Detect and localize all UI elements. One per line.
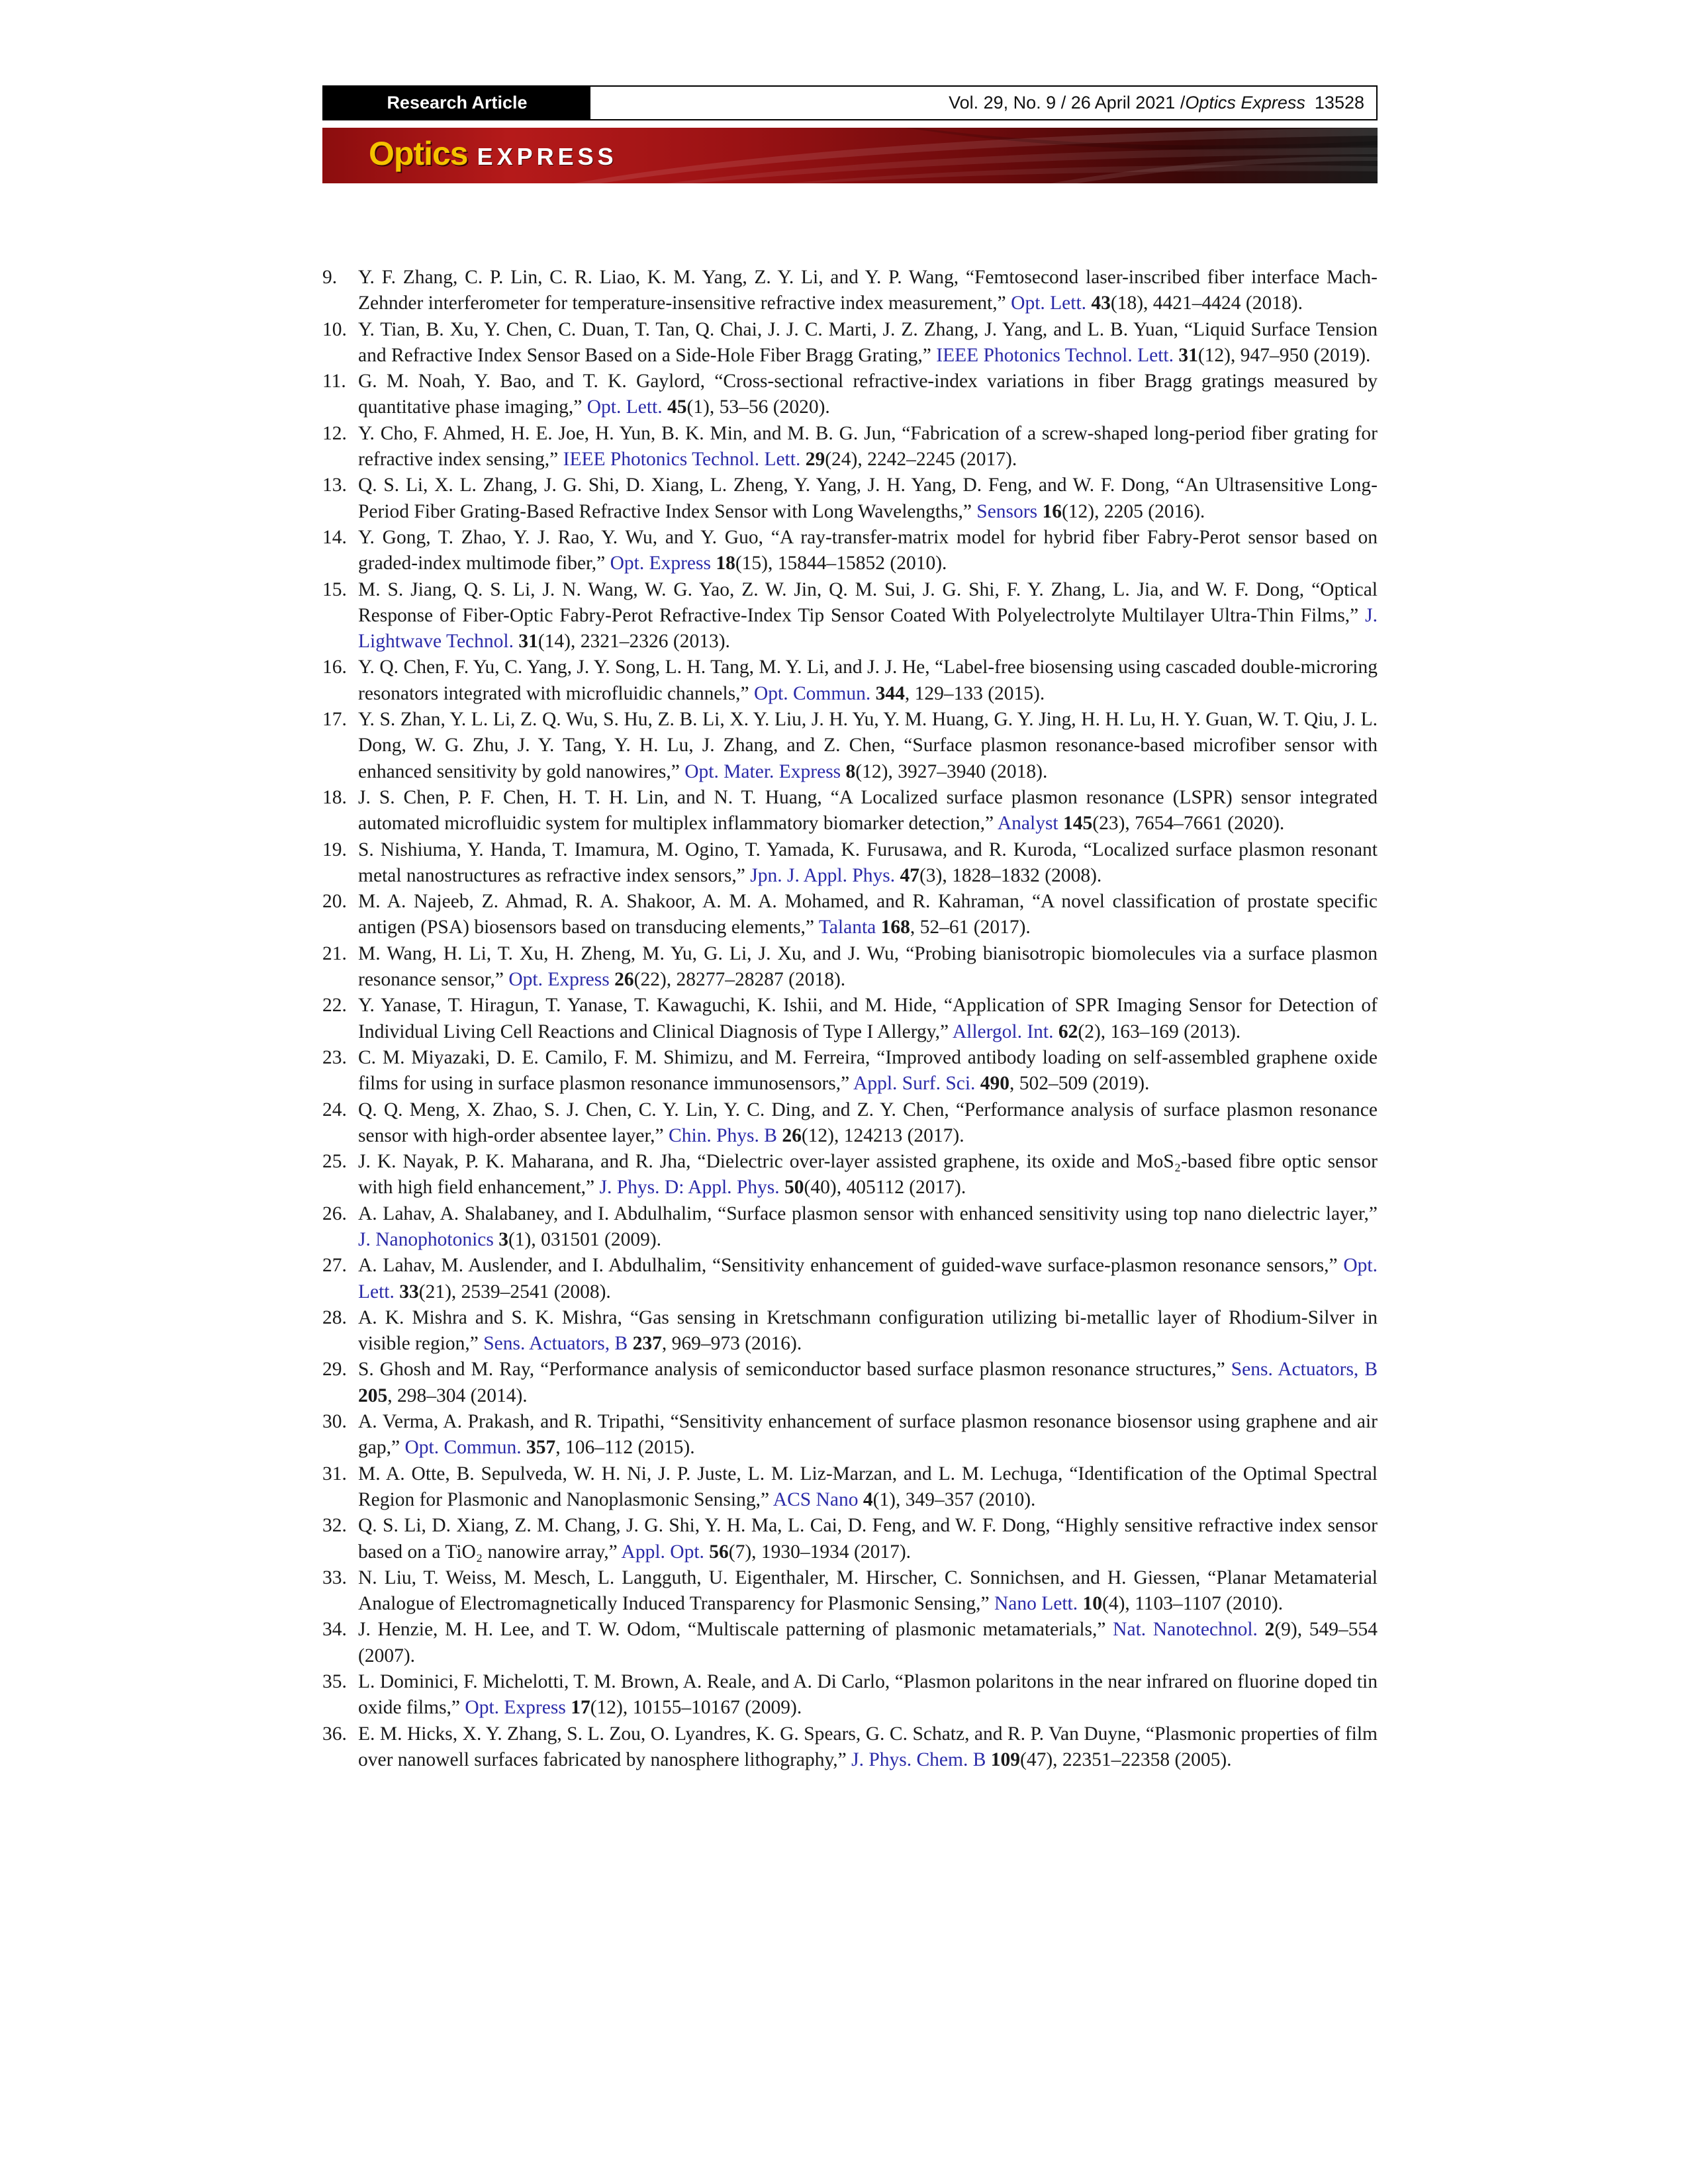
reference-journal-link[interactable]: Analyst [997,813,1058,835]
reference-authors-title: N. Liu, T. Weiss, M. Mesch, L. Langguth, U. Eigenthaler, M. Hirscher, C. Sonnichsen, and H. Giessen, “Planar Metamaterial Analogue of Electromagnetically Induced Transparency for Plasmonic Sensing,” [358,1567,1378,1615]
reference-pages-year: , 502–509 (2019). [1009,1073,1150,1095]
reference-number: 19. [322,839,347,860]
reference-text [358,317,1378,369]
reference-volume: 4 [863,1488,873,1510]
reference-volume: 47 [900,864,919,886]
reference-pages-year: , 129–133 (2015). [904,682,1045,704]
reference-volume: 50 [784,1177,804,1199]
reference-item [322,837,1378,889]
reference-pages-year: (14), 2321–2326 (2013). [538,631,730,653]
reference-text [358,577,1378,655]
reference-journal-link[interactable]: Sens. Actuators, B [483,1333,628,1355]
reference-journal-link[interactable]: Jpn. J. Appl. Phys. [750,864,896,886]
reference-journal-link[interactable]: Opt. Lett. [1011,293,1087,314]
reference-authors-title: Y. F. Zhang, C. P. Lin, C. R. Liao, K. M. Yang, Z. Y. Li, and Y. P. Wang, “Femtosecond laser-inscribed fiber interface Mach-Zehnder interferometer for temperature-insensitive refractive index measurement,” [358,267,1378,314]
journal-banner [322,128,1378,183]
reference-volume: 31 [1178,344,1198,366]
reference-volume: 26 [614,969,634,991]
reference-pages-year: (7), 1930–1934 (2017). [728,1541,912,1563]
reference-item [322,265,1378,317]
reference-number: 12. [322,422,347,444]
reference-journal-link[interactable]: Chin. Phys. B [669,1124,777,1146]
reference-volume: 3 [498,1228,508,1250]
reference-pages-year: , 52–61 (2017). [910,917,1031,938]
reference-journal-link[interactable]: J. Nanophotonics [358,1228,494,1250]
reference-volume: 344 [875,682,905,704]
reference-pages-year: (22), 28277–28287 (2018). [633,969,846,991]
reference-authors-title: Q. S. Li, X. L. Zhang, J. G. Shi, D. Xiang, L. Zheng, Y. Yang, J. H. Yang, D. Feng, and W. F. Dong, “An Ultrasensitive Long-Period Fiber Grating-Based Refractive Index Sensor with Long Wavelengths,” [358,475,1378,522]
reference-volume: 237 [632,1333,662,1355]
reference-item [322,1097,1378,1150]
citation-journal: Optics Express [1185,93,1305,113]
reference-volume: 56 [709,1541,729,1563]
reference-number: 17. [322,709,347,731]
page-number: 13528 [1314,93,1364,113]
reference-pages-year: (23), 7654–7661 (2020). [1092,813,1285,835]
reference-authors-title: G. M. Noah, Y. Bao, and T. K. Gaylord, “Cross-sectional refractive-index variations in fiber Bragg gratings measured by quantitative phase imaging,” [358,371,1378,418]
journal-logo [369,134,618,177]
reference-item [322,993,1378,1045]
reference-list [322,265,1378,1773]
reference-pages-year: (18), 4421–4424 (2018). [1110,293,1303,314]
reference-pages-year: , 106–112 (2015). [555,1437,695,1459]
reference-volume: 8 [845,760,856,782]
reference-number: 10. [322,318,347,340]
reference-pages-year: (1), 031501 (2009). [508,1228,662,1250]
reference-journal-link[interactable]: IEEE Photonics Technol. Lett. [936,344,1174,366]
reference-journal-link[interactable]: Nano Lett. [994,1593,1078,1615]
reference-journal-link[interactable]: Opt. Express [508,969,610,991]
reference-item [322,889,1378,941]
reference-number: 30. [322,1411,347,1433]
reference-authors-title: M. Wang, H. Li, T. Xu, H. Zheng, M. Yu, G. Li, J. Xu, and J. Wu, “Probing bianisotropic biomolecules via a surface plasmon resonance sensor,” [358,942,1378,991]
reference-item [322,1513,1378,1565]
reference-volume: 145 [1063,813,1093,835]
reference-volume: 18 [716,553,735,574]
reference-journal-link[interactable]: Opt. Commun. [754,682,871,704]
reference-journal-link[interactable]: Opt. Commun. [404,1437,522,1459]
reference-item [322,707,1378,785]
reference-volume: 16 [1042,500,1062,522]
reference-item [322,1357,1378,1409]
reference-text [358,369,1378,421]
reference-number: 31. [322,1463,347,1484]
reference-journal-link[interactable]: Opt. Express [610,553,711,574]
reference-authors-title: L. Dominici, F. Michelotti, T. M. Brown, A. Reale, and A. Di Carlo, “Plasmon polaritons in the near infrared on fluorine doped tin oxide films,” [358,1671,1378,1719]
reference-item [322,1201,1378,1253]
reference-authors-title: Y. Yanase, T. Hiragun, T. Yanase, T. Kawaguchi, K. Ishii, and M. Hide, “Application of SPR Imaging Sensor for Detection of Individual Living Cell Reactions and Clinical Diagnosis of Type I Allergy,” [358,995,1378,1042]
reference-pages-year: (2), 163–169 (2013). [1078,1021,1241,1042]
reference-journal-link[interactable]: J. Lightwave Technol. [358,604,1378,653]
reference-text [358,1045,1378,1097]
reference-journal-link[interactable]: Opt. Lett. [586,396,663,418]
reference-journal-link[interactable]: ACS Nano [773,1488,859,1510]
article-type-label: Research Article [324,87,590,119]
reference-item [322,317,1378,369]
reference-number: 14. [322,526,347,548]
reference-authors-title: J. S. Chen, P. F. Chen, H. T. H. Lin, and N. T. Huang, “A Localized surface plasmon resonance (LSPR) sensor integrated automated microfluidic system for multiplex inflammatory biomarker detection,” [358,786,1378,835]
reference-text [358,1461,1378,1514]
reference-text [358,1721,1378,1774]
reference-volume: 168 [880,917,910,938]
logo-optics-text: Optics [369,135,468,172]
reference-authors-title: M. S. Jiang, Q. S. Li, J. N. Wang, W. G. Yao, Z. W. Jin, Q. M. Sui, J. G. Shi, F. Y. Zhang, L. Jia, and W. F. Dong, “Optical Response of Fiber-Optic Fabry-Perot Refractive-Index Tip Sensor Coated With Polyelectrolyte Multilayer Ultra-Thin Films,” [358,578,1378,626]
reference-volume: 17 [571,1697,590,1719]
reference-volume: 31 [518,631,538,653]
reference-authors-title: E. M. Hicks, X. Y. Zhang, S. L. Zou, O. Lyandres, K. G. Spears, G. C. Schatz, and R. P. Van Duyne, “Plasmonic properties of film over nanowell surfaces fabricated by nanosphere lithography,” [358,1723,1378,1770]
reference-number: 29. [322,1359,347,1381]
reference-text [358,1409,1378,1461]
reference-text [358,1357,1378,1409]
reference-text [358,889,1378,941]
reference-authors-title: S. Nishiuma, Y. Handa, T. Imamura, M. Ogino, T. Yamada, K. Furusawa, and R. Kuroda, “Localized surface plasmon resonant metal nanostructures as refractive index sensors,” [358,839,1378,886]
reference-number: 16. [322,657,347,678]
reference-number: 23. [322,1046,347,1068]
reference-authors-title: M. A. Najeeb, Z. Ahmad, R. A. Shakoor, A. M. A. Mohamed, and R. Kahraman, “A novel classification of prostate specific antigen (PSA) biosensors based on transducing elements,” [358,891,1378,938]
reference-text [358,837,1378,889]
reference-volume: 26 [782,1124,802,1146]
reference-item [322,1565,1378,1617]
reference-pages-year: (40), 405112 (2017). [804,1177,966,1199]
reference-number: 36. [322,1723,347,1745]
reference-authors-title: M. A. Otte, B. Sepulveda, W. H. Ni, J. P. Juste, L. M. Liz-Marzan, and L. M. Lechuga, “Identification of the Optimal Spectral Region for Plasmonic and Nanoplasmonic Sensing,” [358,1463,1378,1510]
reference-item [322,473,1378,525]
reference-authors-title: A. Lahav, M. Auslender, and I. Abdulhalim, “Sensitivity enhancement of guided-wave surface-plasmon resonance sensors,” [358,1255,1344,1277]
reference-authors-title: J. K. Nayak, P. K. Maharana, and R. Jha, “Dielectric over-layer assisted graphene, its oxide and MoS₂-based fibre optic sensor with high field enhancement,” [358,1151,1378,1199]
reference-authors-title: C. M. Miyazaki, D. E. Camilo, F. M. Shimizu, and M. Ferreira, “Improved antibody loading on self-assembled graphene oxide films for using in surface plasmon resonance immunosensors,” [358,1046,1378,1095]
reference-authors-title: Y. Cho, F. Ahmed, H. E. Joe, H. Yun, B. K. Min, and M. B. G. Jun, “Fabrication of a screw-shaped long-period fiber grating for refractive index sensing,” [358,422,1378,471]
reference-journal-link[interactable]: J. Phys. Chem. B [851,1749,986,1770]
reference-pages-year: (12), 124213 (2017). [801,1124,964,1146]
reference-item [322,1409,1378,1461]
reference-item [322,941,1378,993]
reference-item [322,577,1378,655]
reference-item [322,1045,1378,1097]
reference-item [322,1253,1378,1305]
reference-volume: 62 [1058,1021,1078,1042]
reference-text [358,1149,1378,1201]
reference-number: 15. [322,578,347,600]
reference-number: 27. [322,1255,347,1277]
reference-authors-title: S. Ghosh and M. Ray, “Performance analysis of semiconductor based surface plasmon resonance structures,” [358,1359,1231,1381]
reference-pages-year: (4), 1103–1107 (2010). [1102,1593,1284,1615]
reference-item [322,1617,1378,1669]
reference-number: 22. [322,995,347,1017]
reference-journal-link[interactable]: Allergol. Int. [952,1021,1054,1042]
reference-text [358,1617,1378,1669]
reference-pages-year: (9), 549–554 (2007). [358,1619,1378,1666]
reference-pages-year: (15), 15844–15852 (2010). [735,553,947,574]
reference-text [358,941,1378,993]
reference-volume: 357 [526,1437,556,1459]
reference-number: 35. [322,1671,347,1693]
reference-volume: 490 [980,1073,1010,1095]
reference-journal-link[interactable]: J. Phys. D: Appl. Phys. [599,1177,780,1199]
reference-item [322,525,1378,577]
reference-volume: 2 [1264,1619,1275,1641]
reference-text [358,1097,1378,1150]
reference-item [322,785,1378,837]
reference-number: 34. [322,1619,347,1641]
reference-volume: 109 [990,1749,1021,1770]
reference-text [358,525,1378,577]
reference-text [358,1253,1378,1305]
reference-number: 26. [322,1203,347,1224]
reference-volume: 33 [399,1281,419,1302]
reference-journal-link[interactable]: Appl. Opt. [621,1541,704,1563]
reference-journal-link[interactable]: Sensors [976,500,1038,522]
reference-item [322,421,1378,473]
reference-authors-title: J. Henzie, M. H. Lee, and T. W. Odom, “Multiscale patterning of plasmonic metamaterials,” [358,1619,1113,1641]
reference-pages-year: (12), 3927–3940 (2018). [855,760,1048,782]
reference-volume: 205 [358,1385,388,1406]
reference-item [322,1149,1378,1201]
reference-text [358,473,1378,525]
reference-authors-title: Q. Q. Meng, X. Zhao, S. J. Chen, C. Y. Lin, Y. C. Ding, and Z. Y. Chen, “Performance analysis of surface plasmon resonance sensor with high-order absentee layer,” [358,1099,1378,1146]
reference-journal-link[interactable]: Opt. Lett. [358,1255,1378,1302]
reference-journal-link[interactable]: Talanta [818,917,876,938]
reference-item [322,1305,1378,1357]
reference-text [358,707,1378,785]
reference-number: 32. [322,1515,347,1537]
reference-text [358,1669,1378,1721]
reference-pages-year: (1), 349–357 (2010). [872,1488,1036,1510]
reference-item [322,1669,1378,1721]
reference-pages-year: (12), 2205 (2016). [1061,500,1205,522]
reference-number: 20. [322,891,347,913]
reference-text [358,1513,1378,1565]
reference-item [322,1721,1378,1774]
reference-authors-title: A. Verma, A. Prakash, and R. Tripathi, “Sensitivity enhancement of surface plasmon resonance biosensor using graphene and air gap,” [358,1411,1378,1459]
reference-text [358,1201,1378,1253]
reference-authors-title: A. Lahav, A. Shalabaney, and I. Abdulhalim, “Surface plasmon sensor with enhanced sensitivity using top nano dielectric layer,” [358,1203,1378,1224]
reference-authors-title: Q. S. Li, D. Xiang, Z. M. Chang, J. G. Shi, Y. H. Ma, L. Cai, D. Feng, and W. F. Dong, “Highly sensitive refractive index sensor based on a TiO₂ nanowire array,” [358,1515,1378,1563]
reference-pages-year: (12), 947–950 (2019). [1197,344,1371,366]
reference-number: 25. [322,1151,347,1173]
reference-journal-link[interactable]: Opt. Express [465,1697,566,1719]
reference-journal-link[interactable]: Opt. Mater. Express [684,760,841,782]
reference-authors-title: Y. Tian, B. Xu, Y. Chen, C. Duan, T. Tan, Q. Chai, J. J. C. Marti, J. Z. Zhang, J. Yang, and L. B. Yuan, “Liquid Surface Tension and Refractive Index Sensor Based on a Side-Hole Fiber Bragg Grating,” [358,318,1378,366]
reference-text [358,265,1378,317]
reference-journal-link[interactable]: IEEE Photonics Technol. Lett. [563,449,801,471]
reference-number: 33. [322,1567,347,1588]
reference-item [322,655,1378,707]
reference-number: 9. [322,267,338,288]
reference-text [358,993,1378,1045]
reference-pages-year: (24), 2242–2245 (2017). [825,449,1017,471]
reference-item [322,1461,1378,1514]
reference-volume: 45 [667,396,687,418]
reference-number: 28. [322,1306,347,1328]
reference-pages-year: (12), 10155–10167 (2009). [590,1697,802,1719]
reference-authors-title: Y. Q. Chen, F. Yu, C. Yang, J. Y. Song, L. H. Tang, M. Y. Li, and J. J. He, “Label-free biosensing using cascaded double-microring resonators integrated with microfluidic channels,” [358,657,1378,704]
reference-journal-link[interactable]: Sens. Actuators, B [1231,1359,1378,1381]
reference-text [358,655,1378,707]
reference-number: 21. [322,942,347,964]
citation-volume-date: Vol. 29, No. 9 / 26 April 2021 / [949,93,1186,113]
reference-journal-link[interactable]: Nat. Nanotechnol. [1113,1619,1258,1641]
logo-express-text: EXPRESS [477,143,618,170]
reference-number: 13. [322,475,347,496]
reference-volume: 43 [1091,293,1111,314]
reference-authors-title: A. K. Mishra and S. K. Mishra, “Gas sensing in Kretschmann configuration utilizing bi-metallic layer of Rhodium-Silver in visible region,” [358,1306,1378,1355]
reference-pages-year: (1), 53–56 (2020). [686,396,830,418]
reference-text [358,785,1378,837]
reference-number: 11. [322,371,346,392]
reference-volume: 10 [1082,1593,1102,1615]
reference-authors-title: Y. S. Zhan, Y. L. Li, Z. Q. Wu, S. Hu, Z. B. Li, X. Y. Liu, J. H. Yu, Y. M. Huang, G. Y. Jing, H. H. Lu, H. Y. Guan, W. T. Qiu, J. L. Dong, W. G. Zhu, J. Y. Tang, Y. H. Lu, J. Zhang, and Z. Chen, “Surface plasmon resonance-based microfiber sensor with enhanced sensitivity by gold nanowires,” [358,709,1378,782]
reference-pages-year: , 969–973 (2016). [661,1333,802,1355]
reference-number: 18. [322,786,347,808]
reference-pages-year: (47), 22351–22358 (2005). [1020,1749,1232,1770]
reference-volume: 29 [805,449,825,471]
reference-text [358,1305,1378,1357]
reference-authors-title: Y. Gong, T. Zhao, Y. J. Rao, Y. Wu, and Y. Guo, “A ray-transfer-matrix model for hybrid fiber Fabry-Perot sensor based on graded-index multimode fiber,” [358,526,1378,574]
reference-item [322,369,1378,421]
reference-text [358,1565,1378,1617]
reference-pages-year: (21), 2539–2541 (2008). [418,1281,611,1302]
reference-journal-link[interactable]: Appl. Surf. Sci. [853,1073,976,1095]
journal-citation [590,87,1376,119]
reference-pages-year: (3), 1828–1832 (2008). [919,864,1102,886]
reference-number: 24. [322,1099,347,1120]
reference-pages-year: , 298–304 (2014). [387,1385,528,1406]
page-header [322,85,1378,120]
reference-text [358,421,1378,473]
